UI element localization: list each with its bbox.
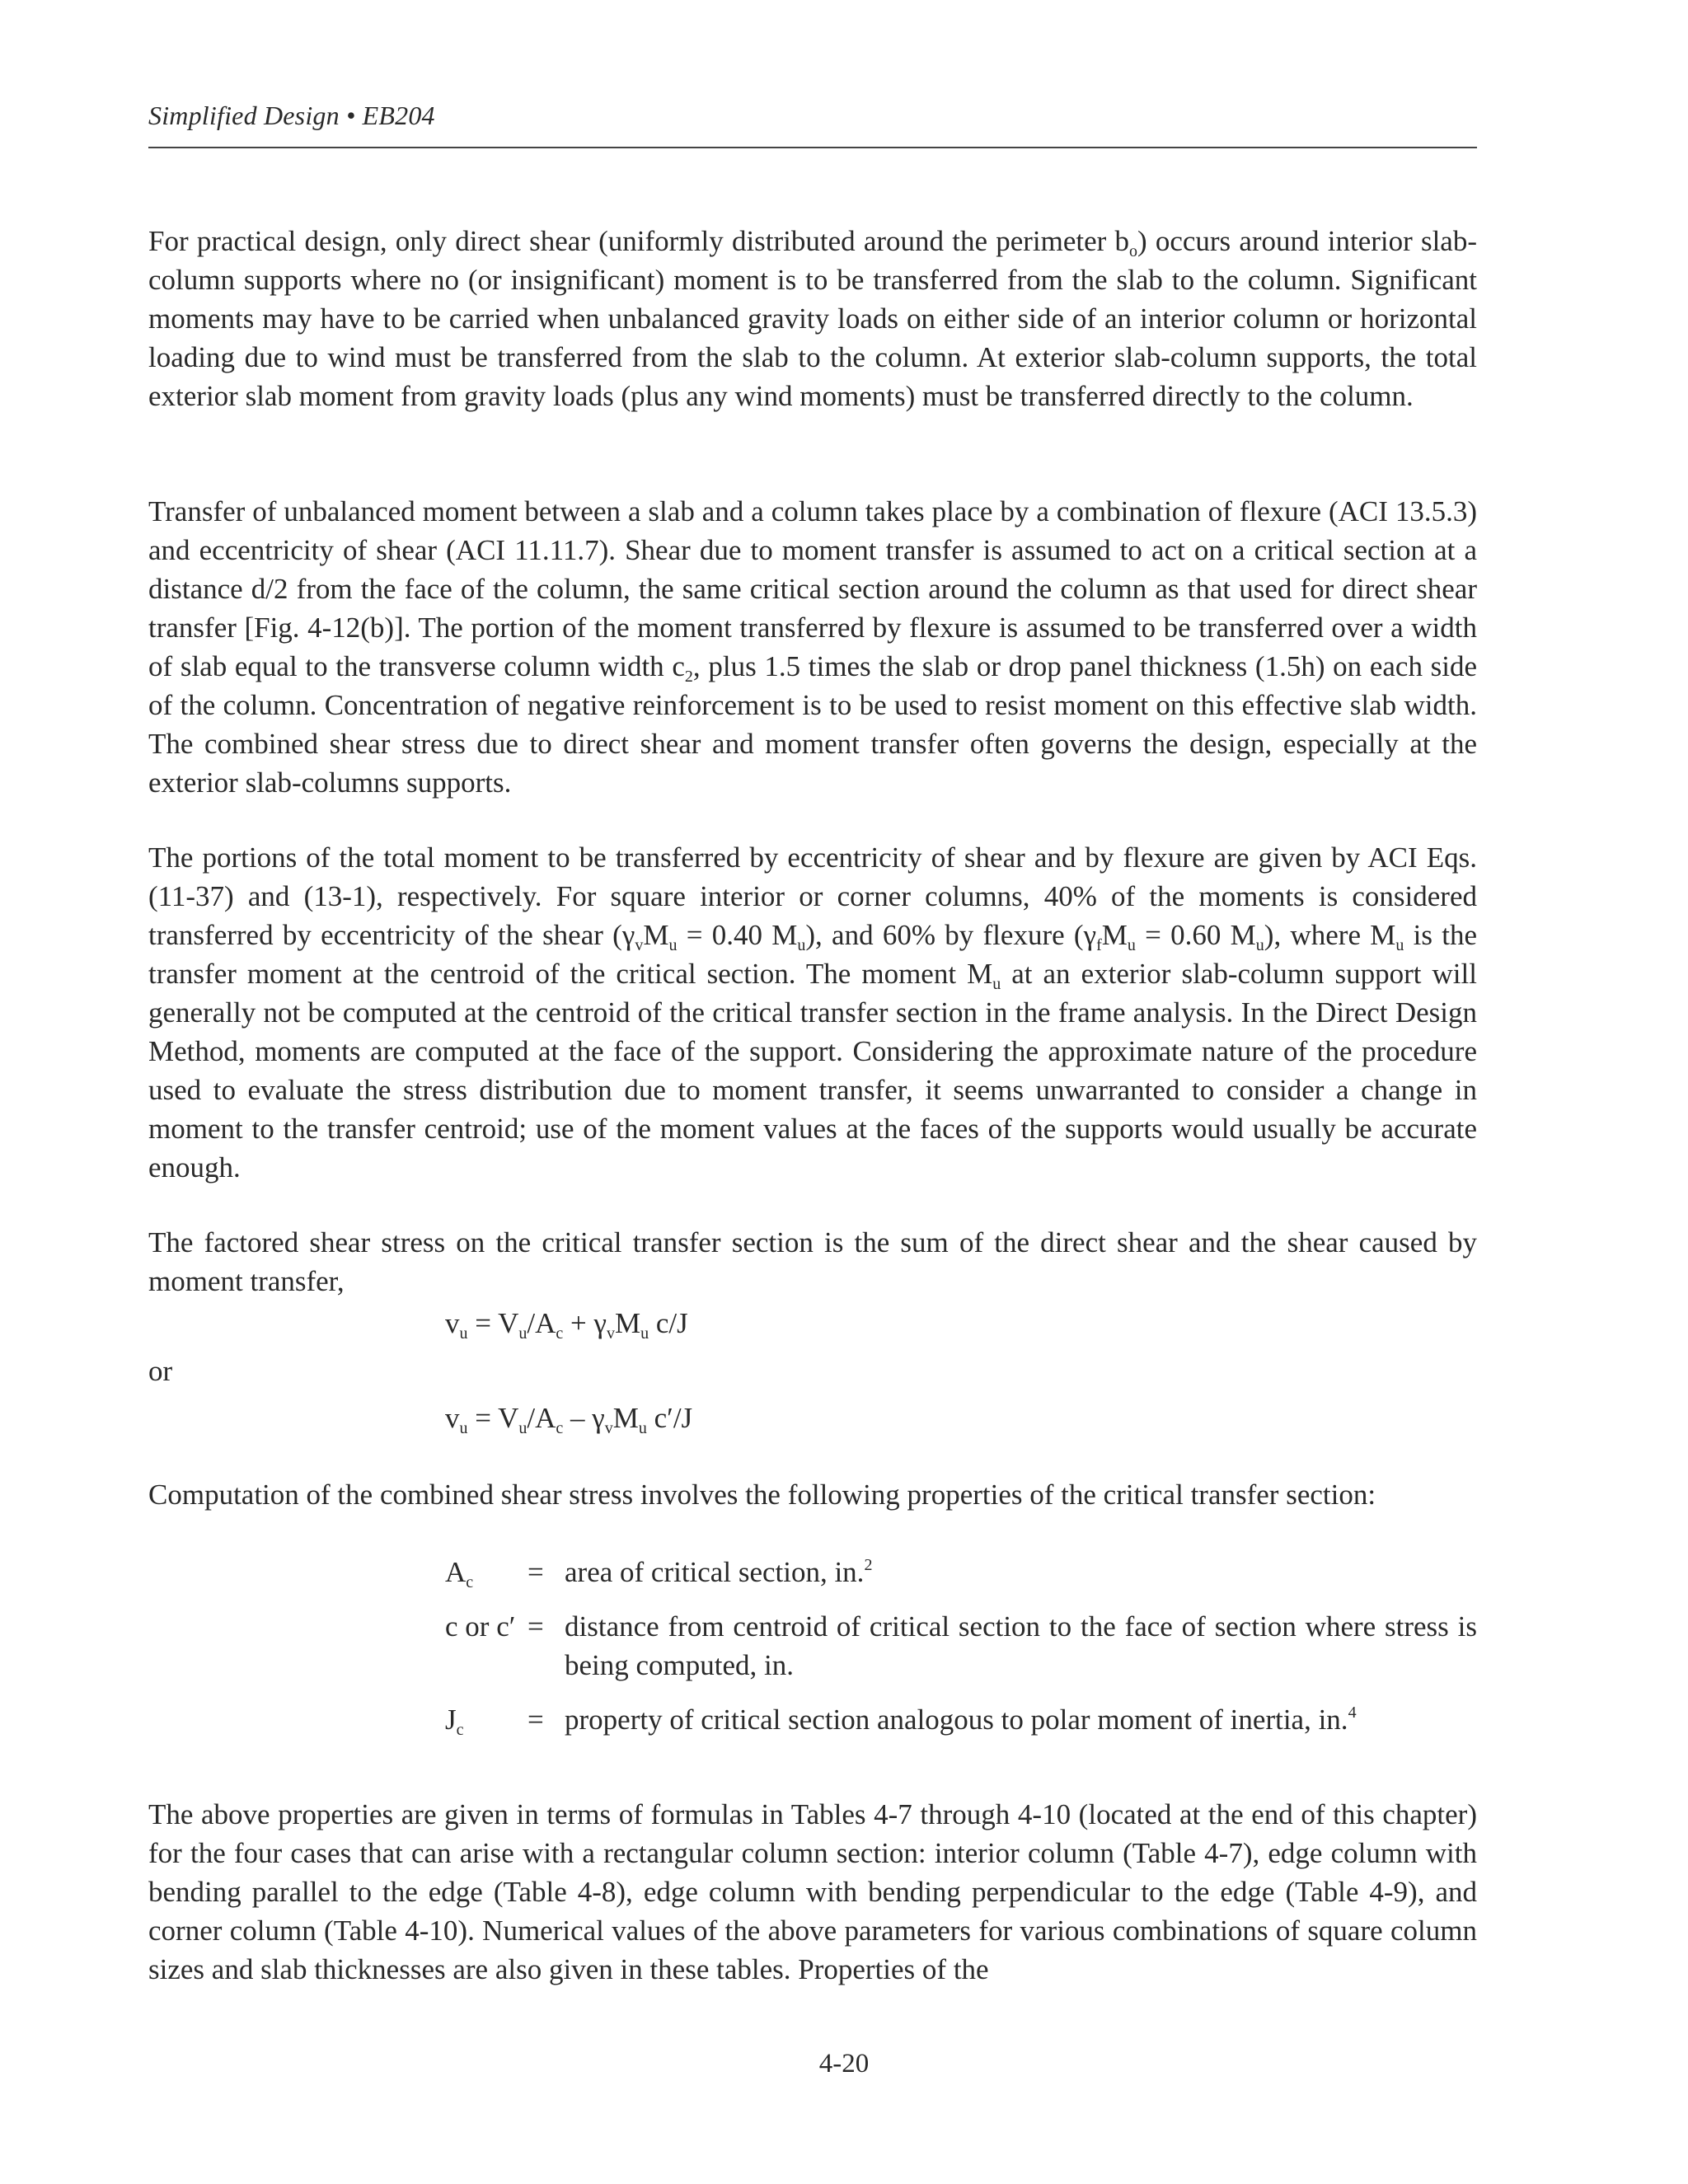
equation-shear-plus: $v_u = V_u/A_c + \gamma_vM_u$ c/J — [445, 1307, 688, 1343]
equation-shear-minus: $v_u = V_u/A_c - \gamma_vM_u$ c′/J — [445, 1402, 693, 1437]
definition-equals: = — [528, 1610, 544, 1643]
page-number: 4-20 — [818, 2049, 870, 2079]
paragraph-factored-shear: The factored shear stress on the critical transfer section is the sum of the direct shear and the shear caused by moment transfer, — [148, 1226, 1477, 1297]
definition-equals: = — [528, 1556, 544, 1588]
definition-area — [445, 1553, 1477, 1591]
definition-symbol: c or c′ — [445, 1610, 516, 1643]
definitions-list — [445, 1553, 1477, 1739]
definition-text: area of critical section, in.$^2$ — [565, 1556, 873, 1588]
definition-polar-moment — [445, 1700, 1477, 1739]
paragraph-computation: Computation of the combined shear stress involves the following properties of the critical transfer section: — [148, 1479, 1376, 1511]
definition-symbol: $A_c$ — [445, 1556, 474, 1591]
paragraph-tables: The above properties are given in terms of formulas in Tables 4-7 through 4-10 (located at the end of this chapter) for the four cases that can arise with a rectangular column section: interior column (Table 4-7), edge column with bending parallel to the edge (Table 4-8), edge column with bending perpendicular to the edge (Table 4-9), and corner column (Table 4-10). Numerical values of the above parameters for various combinations of square column sizes and slab thicknesses are also given in these tables. Properties of the — [148, 1798, 1477, 1985]
definition-text: property of critical section analogous to polar moment of inertia, in.$^4$ — [565, 1704, 1357, 1736]
or-label: or — [148, 1355, 173, 1387]
definition-text: distance from centroid of critical section to the face of section where stress is being computed, in. — [565, 1610, 1477, 1681]
running-header: Simplified Design • EB204 — [148, 101, 435, 130]
paragraph-direct-shear: For practical design, only direct shear (uniformly distributed around the perimeter $b_o$) occurs around interior slab-column supports where no (or insignificant) moment is to be transferred from the slab to the column. Significant moments may have to be carried when unbalanced gravity loads on either side of an interior column or horizontal loading due to wind must be transferred from the slab to the column. At exterior slab-column supports, the total exterior slab moment from gravity loads (plus any wind moments) must be transferred directly to the column. — [148, 225, 1478, 412]
header-rule — [148, 147, 1477, 148]
definition-distance — [445, 1607, 1477, 1685]
definition-symbol: $J_c$ — [445, 1704, 464, 1739]
definition-equals: = — [528, 1704, 544, 1736]
paragraph-eccentricity: The portions of the total moment to be transferred by eccentricity of shear and by flexure are given by ACI Eqs. (11-37) and (13-1), respectively. For square interior or corner columns, 40% of the moments is considered transferred by eccentricity of the shear ($\gamma_vM_u = 0.40$ $M_u$), and 60% by flexure ($\gamma_fM_u = 0.60$ $M_u$), where $M_u$ is the transfer moment at the centroid of the critical section. The moment $M_u$ at an exterior slab-column support will generally not be computed at the centroid of the critical transfer section in the frame analysis. In the Direct Design Method, moments are computed at the face of the support. Considering the approximate nature of the procedure used to evaluate the stress distribution due to moment transfer, it seems unwarranted to consider a change in moment to the transfer centroid; use of the moment values at the faces of the supports would usually be accurate enough. — [148, 841, 1478, 1183]
paragraph-moment-transfer: Transfer of unbalanced moment between a slab and a column takes place by a combination of flexure (ACI 13.5.3) and eccentricity of shear (ACI 11.11.7). Shear due to moment transfer is assumed to act on a critical section at a distance d/2 from the face of the column, the same critical section around the column as that used for direct shear transfer [Fig. 4-12(b)]. The portion of the moment transferred by flexure is assumed to be transferred over a width of slab equal to the transverse column width $c_2$, plus 1.5 times the slab or drop panel thickness (1.5h) on each side of the column. Concentration of negative reinforcement is to be used to resist moment on this effective slab width. The combined shear stress due to direct shear and moment transfer often governs the design, especially at the exterior slab-columns supports. — [148, 495, 1478, 799]
